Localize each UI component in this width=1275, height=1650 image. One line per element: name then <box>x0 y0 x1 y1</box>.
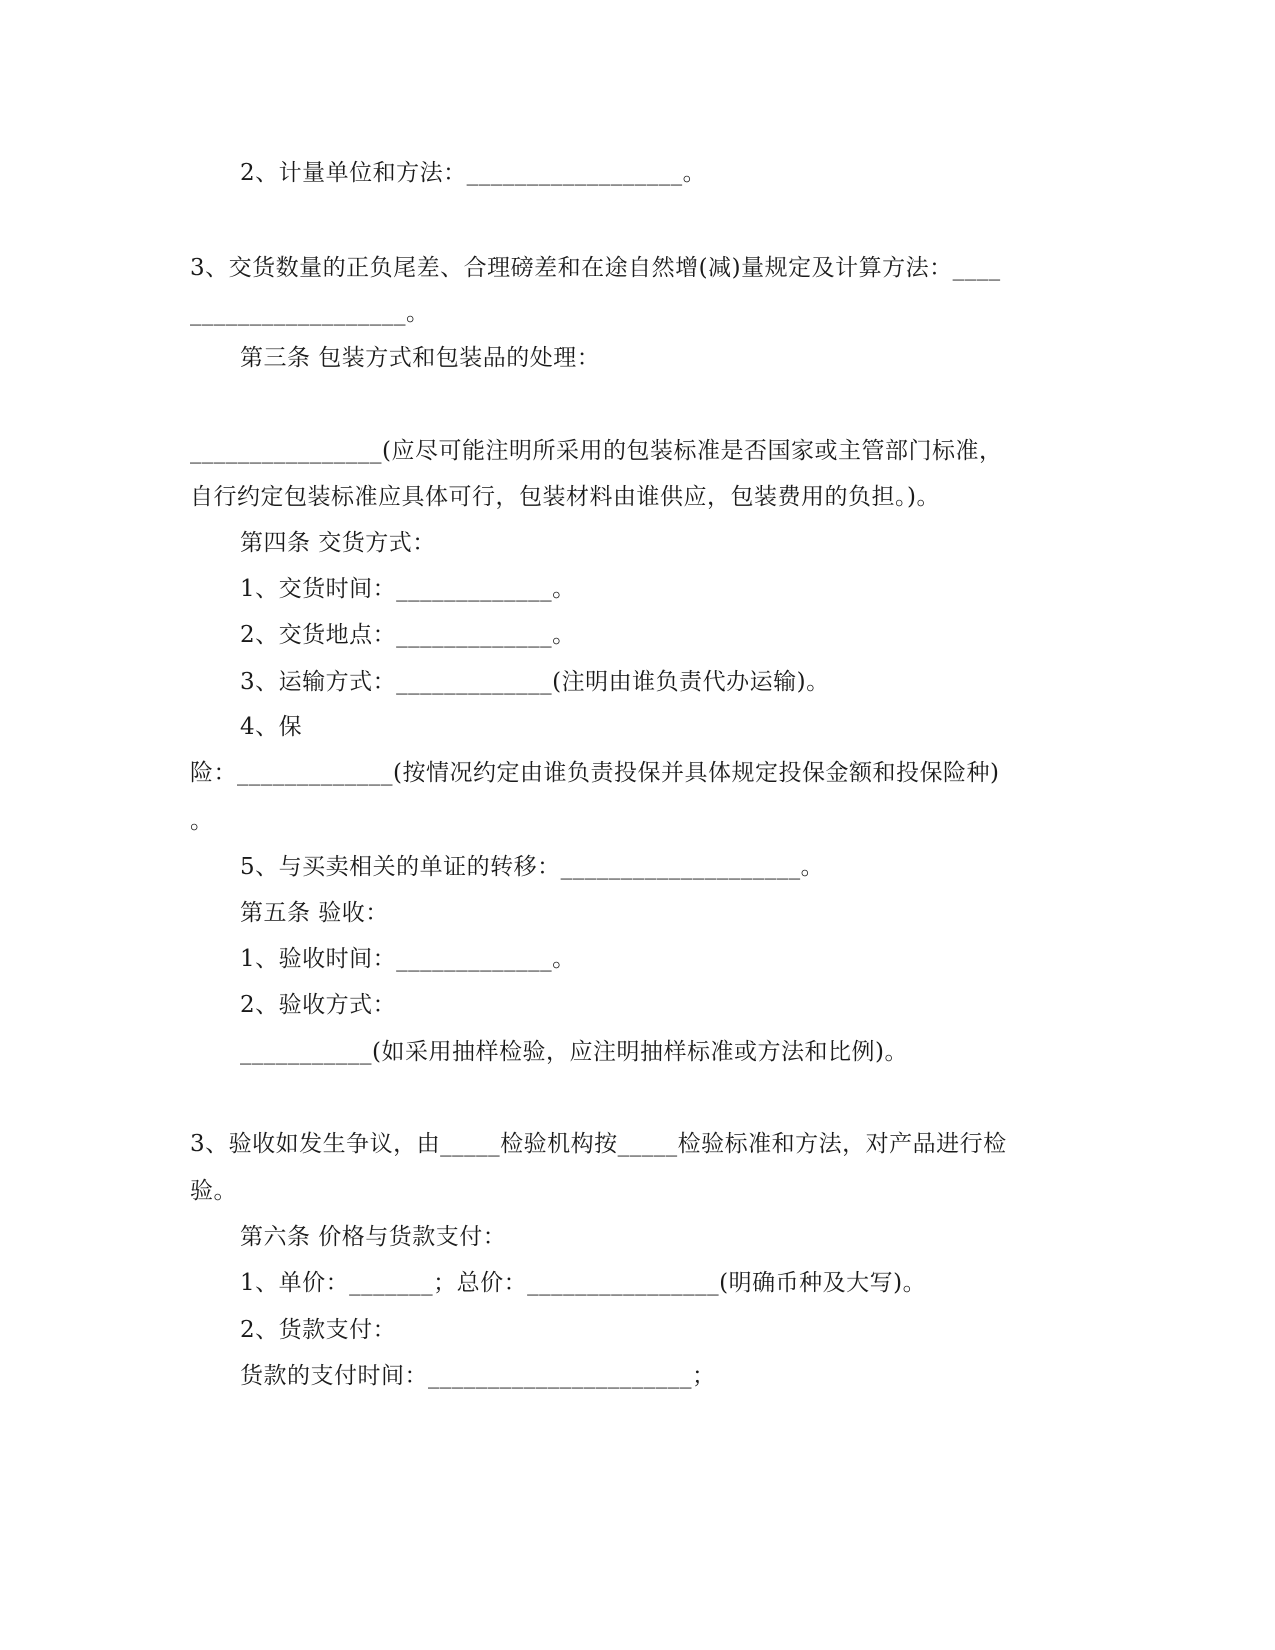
insurance-line-3: 。 <box>190 808 214 834</box>
transport-method-line: 3、运输方式：_____________(注明由谁负责代办运输)。 <box>240 669 830 695</box>
delivery-time-line: 1、交货时间：_____________。 <box>240 576 576 602</box>
insurance-line-2: 险：_____________(按情况约定由谁负责投保并具体规定投保金额和投保险种) <box>190 760 1000 786</box>
inspection-method-line: 2、验收方式： <box>240 992 397 1018</box>
article-four-heading: 第四条 交货方式： <box>240 530 436 556</box>
packaging-line-1: ________________(应尽可能注明所采用的包装标准是否国家或主管部门标准， <box>190 438 1003 464</box>
quantity-tolerance-blank-line: __________________。 <box>190 300 430 326</box>
inspection-method-blank-line: ___________(如采用抽样检验，应注明抽样标准或方法和比例)。 <box>240 1039 908 1065</box>
price-line: 1、单价：_______；总价：________________(明确币种及大写)。 <box>240 1270 927 1296</box>
packaging-line-2: 自行约定包装标准应具体可行，包装材料由谁供应，包装费用的负担。)。 <box>190 484 940 510</box>
article-six-heading: 第六条 价格与货款支付： <box>240 1224 507 1250</box>
delivery-place-line: 2、交货地点：_____________。 <box>240 622 576 648</box>
inspection-dispute-line-2: 验。 <box>190 1178 237 1204</box>
documents-transfer-line: 5、与买卖相关的单证的转移：____________________。 <box>240 854 825 880</box>
payment-time-line: 货款的支付时间：______________________； <box>240 1363 716 1389</box>
quantity-tolerance-line: 3、交货数量的正负尾差、合理磅差和在途自然增(减)量规定及计算方法：____ <box>190 255 1001 281</box>
inspection-dispute-line-1: 3、验收如发生争议，由_____检验机构按_____检验标准和方法，对产品进行检 <box>190 1131 1007 1157</box>
measurement-unit-line: 2、计量单位和方法：__________________。 <box>240 160 707 186</box>
article-three-heading: 第三条 包装方式和包装品的处理： <box>240 345 601 371</box>
inspection-time-line: 1、验收时间：_____________。 <box>240 946 576 972</box>
article-five-heading: 第五条 验收： <box>240 900 389 926</box>
payment-heading-line: 2、货款支付： <box>240 1317 397 1343</box>
insurance-line-1: 4、保 <box>240 714 303 740</box>
